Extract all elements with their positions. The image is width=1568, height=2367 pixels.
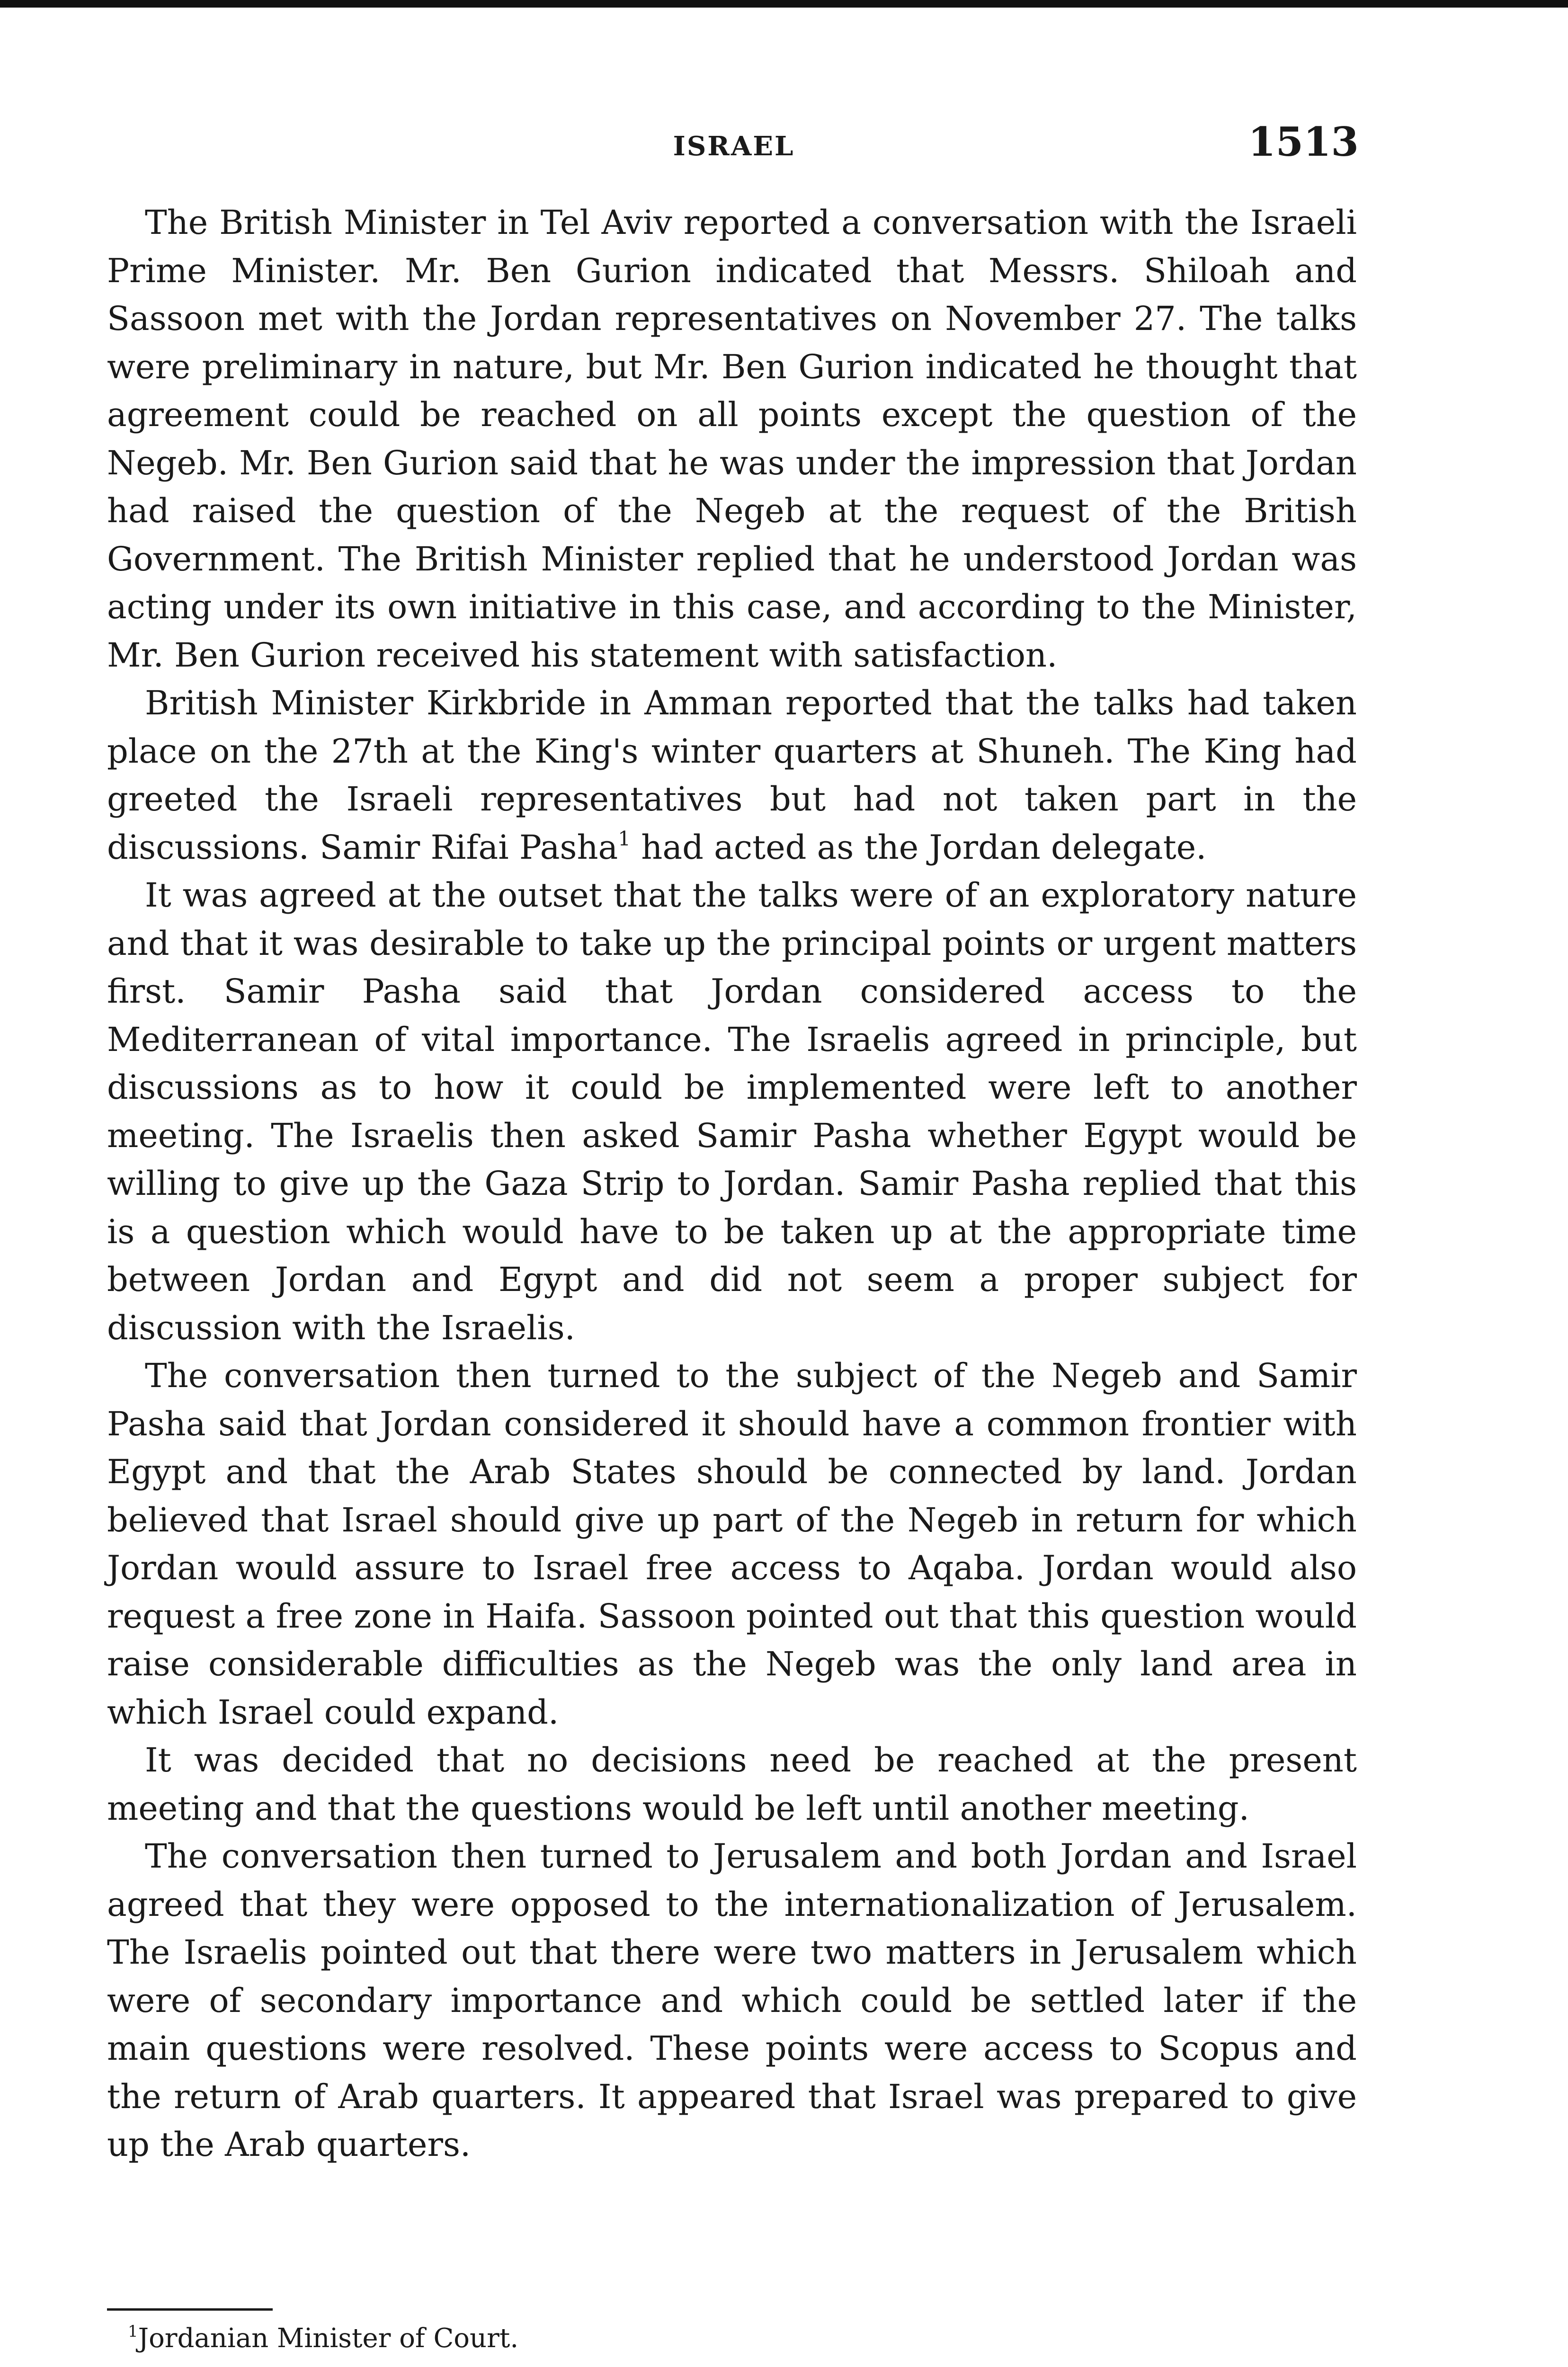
paragraph-4: The conversation then turned to the subject of the Negeb and Samir Pasha said that Jordan considered it should have a common frontier with Egypt and that the Arab States should be connected by land. Jordan believed that Israel should give up part of the Negeb in return for which Jordan would assure to Israel free access to Aqaba. Jordan would also request a free zone in Haifa. Sassoon pointed out that this question would raise considerable difficulties as the Negeb was the only land area in which Israel could expand. [107,1356,1357,1732]
paragraph-1: The British Minister in Tel Aviv reported a conversation with the Israeli Prime Minister. Mr. Ben Gurion indicated that Messrs. Shiloah and Sassoon met with the Jordan representatives on November 27. The talks were preliminary in nature, but Mr. Ben Gurion indicated he thought that agreement could be reached on all points except the question of the Negeb. Mr. Ben Gurion said that he was under the impression that Jordan had raised the question of the Negeb at the request of the British Government. The British Minister replied that he understood Jordan was acting under its own initiative in this case, and according to the Minister, Mr. Ben Gurion received his statement with satisfaction. [107,203,1357,675]
paragraph-2 [107,679,1357,872]
top-border-rule [0,0,1568,8]
paragraph-5: It was decided that no decisions need be reached at the present meeting and that the questions would be left until another meeting. [107,1741,1357,1828]
footnote-text: Jordanian Minister of Court. [138,2323,519,2354]
page-number: 1513 [1248,118,1359,165]
body-text [107,199,1357,2169]
footnote-marker: 1 [128,2322,138,2341]
running-head [109,118,1359,170]
running-title: ISRAEL [673,131,795,162]
footnote-reference: 1 [618,827,631,850]
paragraph-2-text-after: had acted as the Jordan delegate. [631,828,1207,867]
footnote-divider [107,2308,273,2311]
paragraph-3: It was agreed at the outset that the talks were of an exploratory nature and that it was desirable to take up the principal points or urgent matters first. Samir Pasha said that Jordan considered access to the Mediterranean of vital importance. The Israelis agreed in principle, but discussions as to how it could be implemented were left to another meeting. The Israelis then asked Samir Pasha whether Egypt would be willing to give up the Gaza Strip to Jordan. Samir Pasha replied that this is a question which would have to be taken up at the appropriate time between Jordan and Egypt and did not seem a proper subject for discussion with the Israelis. [107,876,1357,1347]
paragraph-2-text-before: British Minister Kirkbride in Amman reported that the talks had taken place on the 27th at the King's winter quarters at Shuneh. The King had greeted the Israeli representatives but had not taken part in the discussions. Samir Rifai Pasha [107,684,1357,867]
footnote [128,2320,1311,2358]
paragraph-6: The conversation then turned to Jerusalem and both Jordan and Israel agreed that they were opposed to the internationalization of Jerusalem. The Israelis pointed out that there were two matters in Jerusalem which were of secondary importance and which could be settled later if the main questions were resolved. These points were access to Scopus and the return of Arab quarters. It appeared that Israel was prepared to give up the Arab quarters. [107,1837,1357,2164]
